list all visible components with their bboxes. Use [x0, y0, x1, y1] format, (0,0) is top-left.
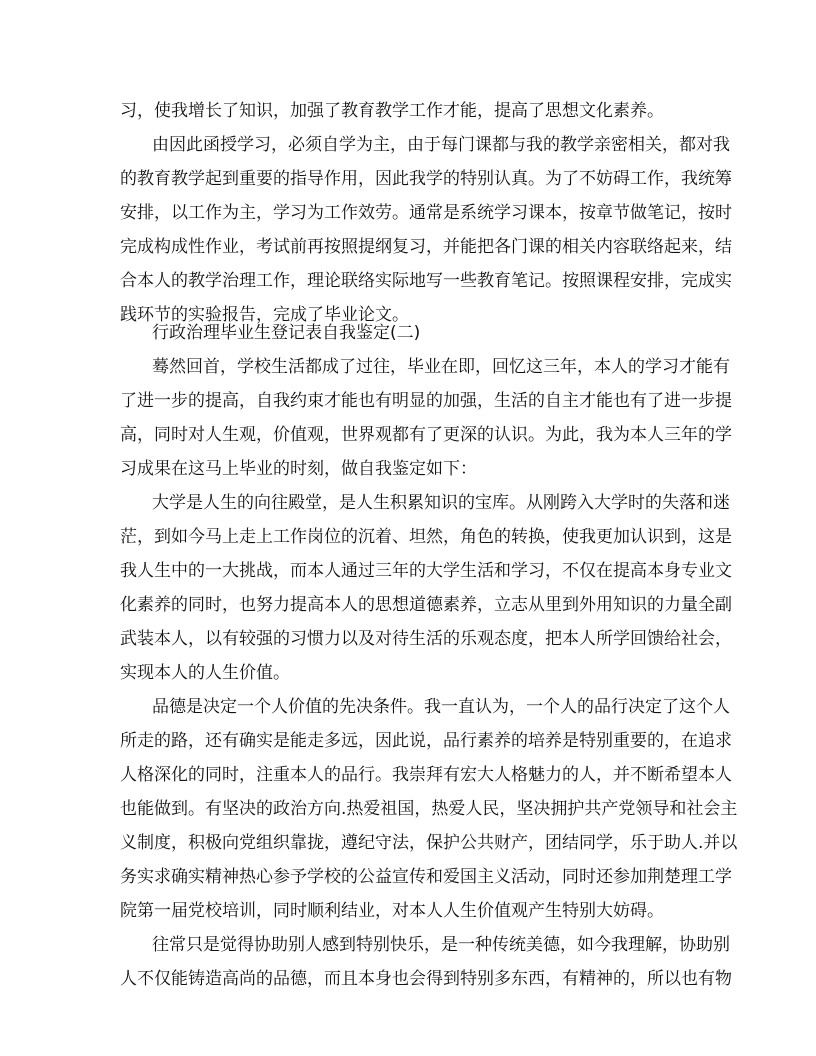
body-line: 也能做到。有坚决的政治方向.热爱祖国，热爱人民，坚决拥护共产党领导和社会主: [120, 799, 738, 819]
body-line: 茫，到如今马上走上工作岗位的沉着、坦然，角色的转换，使我更加认识到，这是: [120, 527, 732, 547]
body-line: 品德是决定一个人价值的先决条件。我一直认为，一个人的品行决定了这个人: [152, 697, 730, 717]
body-line: 由因此函授学习，必须自学为主，由于每门课都与我的教学亲密相关，都对我: [152, 135, 730, 155]
body-line: 实现本人的人生价值。: [120, 663, 290, 683]
body-line: 化素养的同时，也努力提高本人的思想道德素养，立志从里到外用知识的力量全副: [120, 595, 732, 615]
body-line: 大学是人生的向往殿堂，是人生积累知识的宝库。从刚跨入大学时的失落和迷: [152, 493, 730, 513]
body-line: 武装本人，以有较强的习惯力以及对待生活的乐观态度，把本人所学回馈给社会，: [120, 629, 732, 649]
body-line: 安排，以工作为主，学习为工作效劳。通常是系统学习课本，按章节做笔记，按时: [120, 203, 732, 223]
body-line: 蓦然回首，学校生活都成了过往，毕业在即，回忆这三年，本人的学习才能有: [152, 357, 730, 377]
body-line: 义制度，积极向党组织靠拢，遵纪守法，保护公共财产，团结同学，乐于助人.并以: [120, 833, 738, 853]
body-line: 往常只是觉得协助别人感到特别快乐，是一种传统美德，如今我理解，协助别: [152, 935, 730, 955]
body-line: 的教育教学起到重要的指导作用，因此我学的特别认真。为了不妨碍工作，我统筹: [120, 169, 732, 189]
body-line: 院第一届党校培训，同时顺利结业，对本人人生价值观产生特别大妨碍。: [120, 901, 664, 921]
section-heading: 行政治理毕业生登记表自我鉴定(二): [152, 323, 421, 343]
body-line: 完成构成性作业，考试前再按照提纲复习，并能把各门课的相关内容联络起来，结: [120, 237, 732, 257]
body-line: 务实求确实精神热心参予学校的公益宣传和爱国主义活动，同时还参加荆楚理工学: [120, 867, 732, 887]
body-line: 人格深化的同时，注重本人的品行。我崇拜有宏大人格魅力的人，并不断希望本人: [120, 765, 732, 785]
body-line: 人不仅能铸造高尚的品德，而且本身也会得到特别多东西，有精神的，所以也有物: [120, 969, 732, 989]
body-line: 习，使我增长了知识，加强了教育教学工作才能，提高了思想文化素养。: [120, 101, 664, 121]
body-line: 所走的路，还有确实是能走多远，因此说，品行素养的培养是特别重要的，在追求: [120, 731, 732, 751]
body-line: 高，同时对人生观，价值观，世界观都有了更深的认识。为此，我为本人三年的学: [120, 425, 732, 445]
body-line: 习成果在这马上毕业的时刻，做自我鉴定如下：: [120, 459, 477, 479]
body-line: 我人生中的一大挑战，而本人通过三年的大学生活和学习，不仅在提高本身专业文: [120, 561, 732, 581]
body-line: 了进一步的提高，自我约束才能也有明显的加强，生活的自主才能也有了进一步提: [120, 391, 732, 411]
body-line: 合本人的教学治理工作，理论联络实际地写一些教育笔记。按照课程安排，完成实: [120, 271, 732, 291]
body-line: 践环节的实验报告，完成了毕业论文。: [120, 305, 409, 325]
